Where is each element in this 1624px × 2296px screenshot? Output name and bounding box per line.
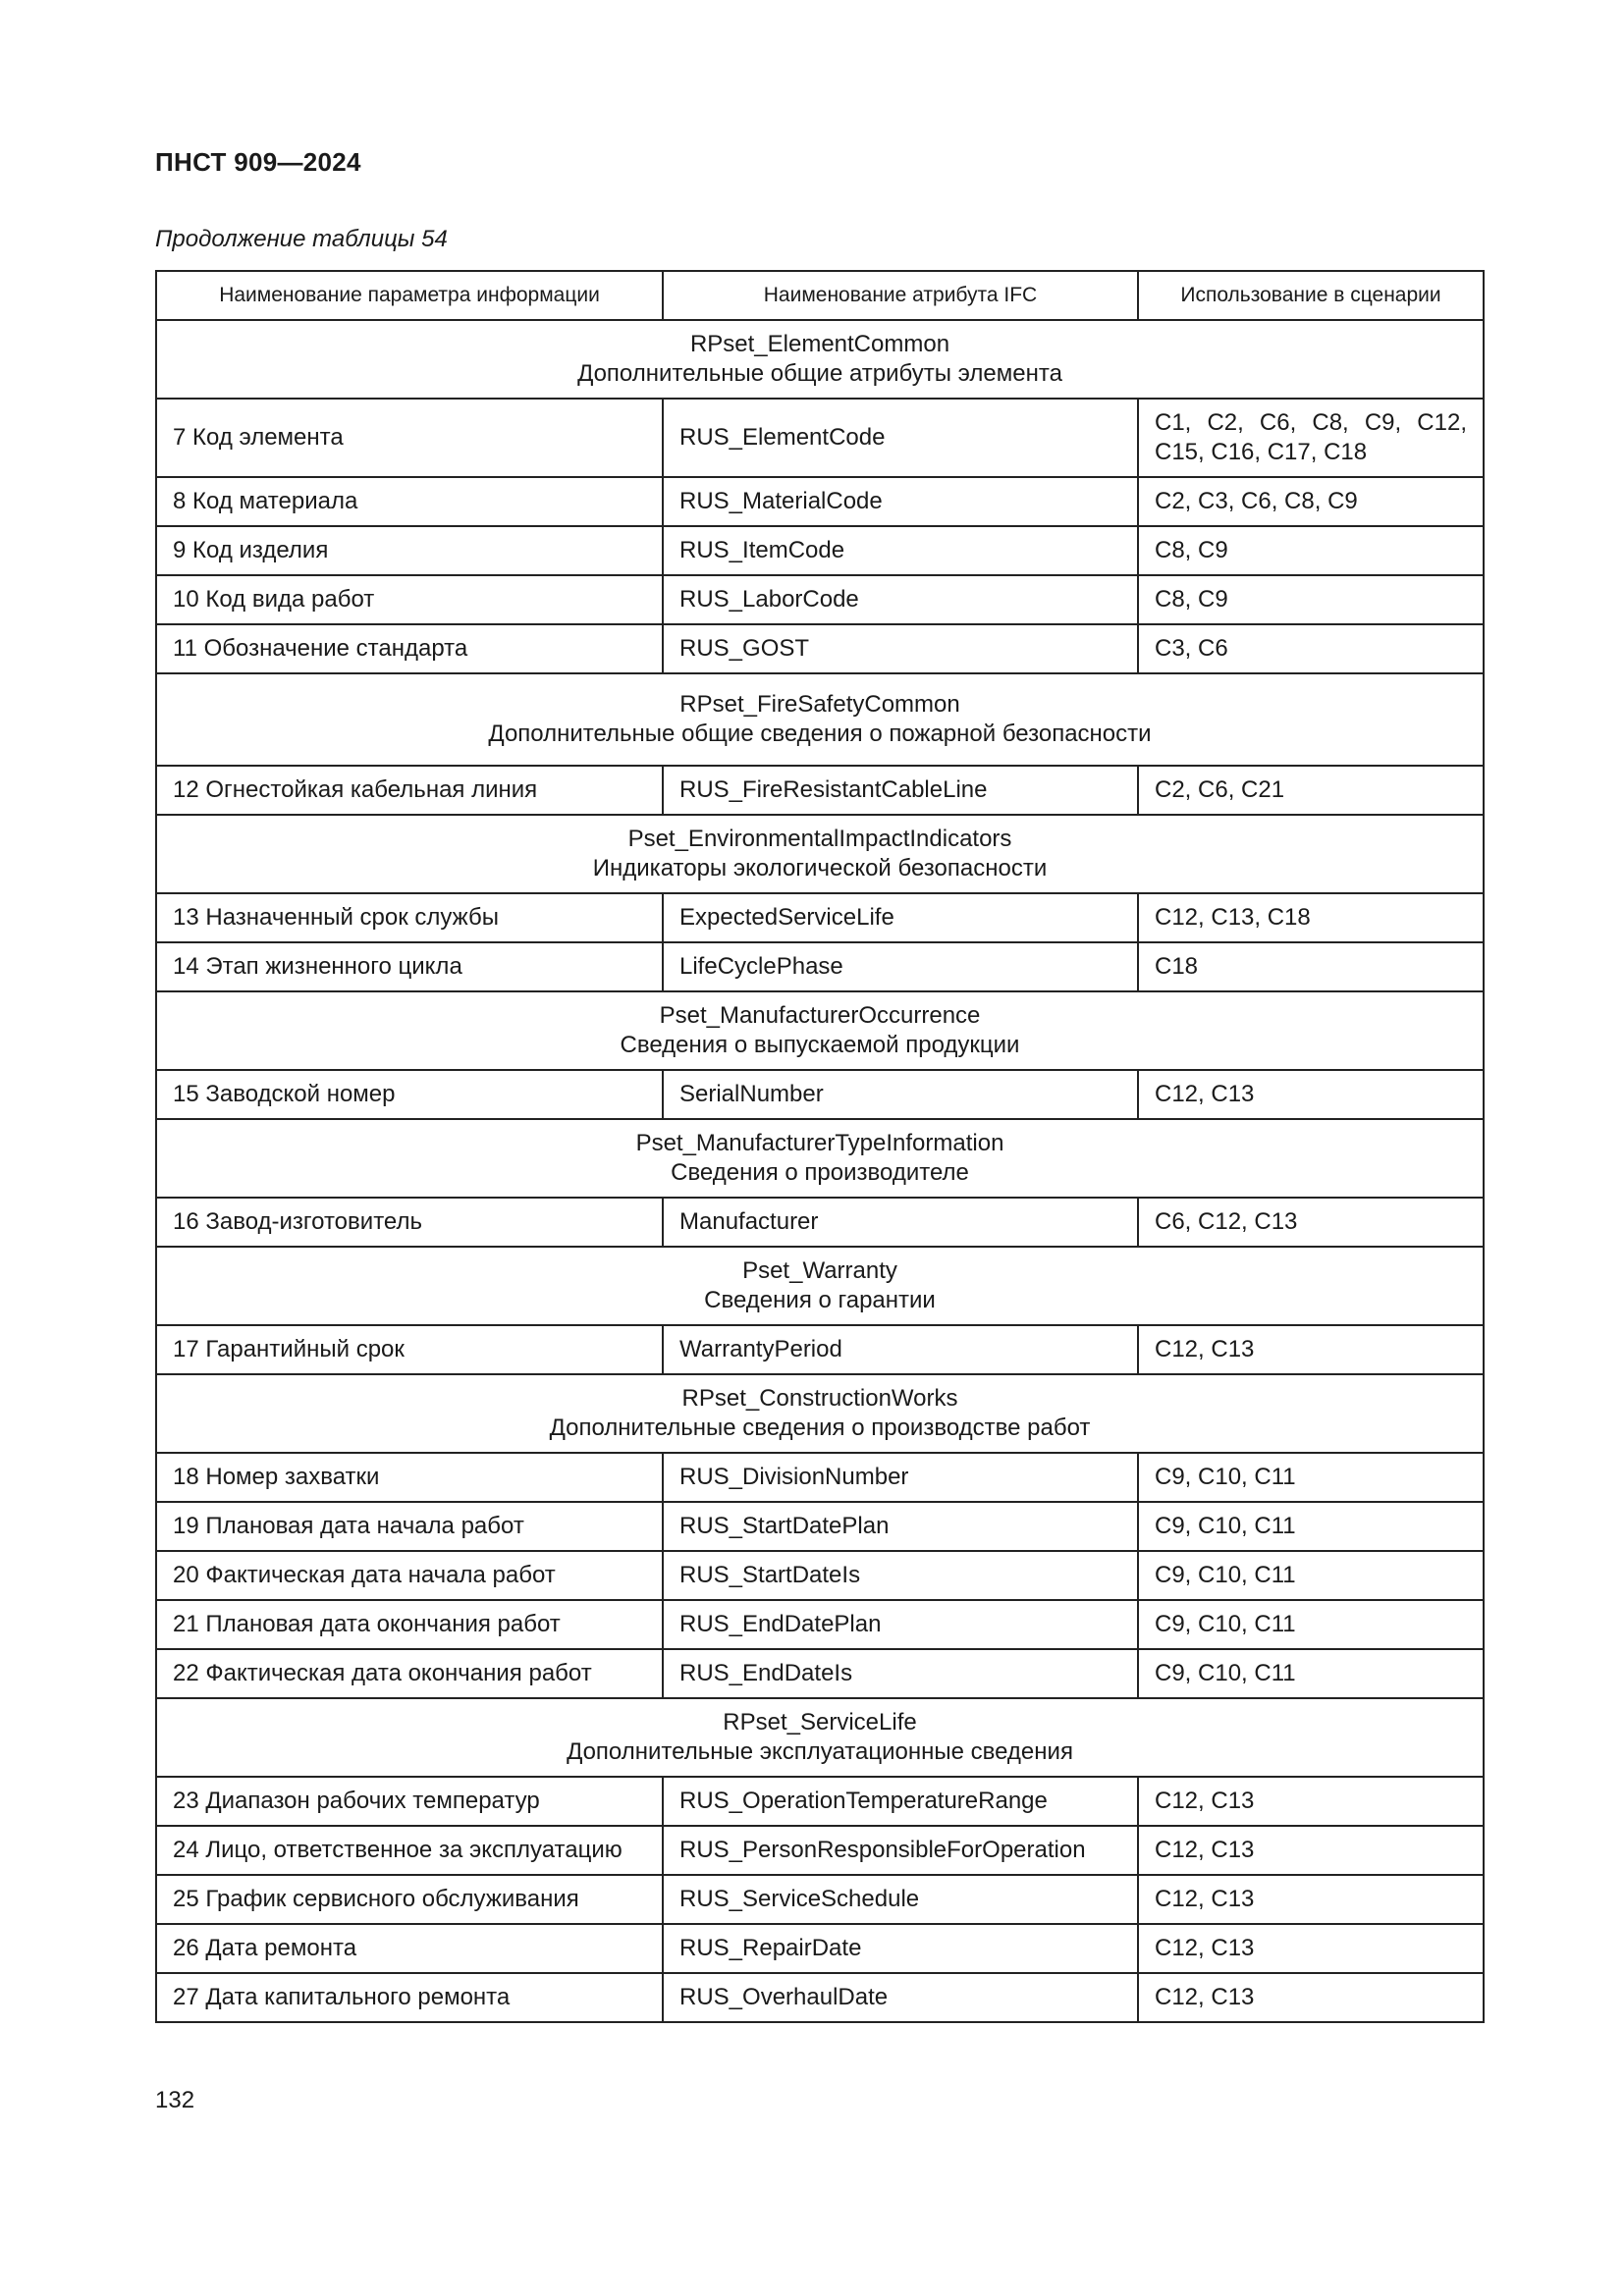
- ifc-attribute-cell: RUS_StartDateIs: [663, 1551, 1138, 1600]
- table-row: [156, 1070, 1484, 1119]
- table-row: [156, 526, 1484, 575]
- parameter-name-cell: 18 Номер захватки: [156, 1453, 663, 1502]
- ifc-attribute-cell: RUS_StartDatePlan: [663, 1502, 1138, 1551]
- scenario-usage-cell: С9, С10, С11: [1138, 1502, 1484, 1551]
- scenario-usage-cell: С12, С13: [1138, 1826, 1484, 1875]
- ifc-attribute-cell: RUS_OperationTemperatureRange: [663, 1777, 1138, 1826]
- table-row: [156, 575, 1484, 624]
- document-code-header: ПНСТ 909—2024: [155, 147, 361, 177]
- ifc-attribute-cell: Manufacturer: [663, 1198, 1138, 1247]
- group-description: Сведения о гарантии: [704, 1287, 936, 1313]
- ifc-attribute-cell: RUS_OverhaulDate: [663, 1973, 1138, 2022]
- group-description: Сведения о производителе: [671, 1159, 969, 1186]
- ifc-attribute-cell: RUS_EndDatePlan: [663, 1600, 1138, 1649]
- parameter-name-cell: 21 Плановая дата окончания работ: [156, 1600, 663, 1649]
- scenario-usage-cell: С3, С6: [1138, 624, 1484, 673]
- table-row: [156, 1826, 1484, 1875]
- column-header-parameter: Наименование параметра информации: [156, 271, 663, 320]
- scenario-usage-cell: С18: [1138, 942, 1484, 991]
- parameter-name-cell: 23 Диапазон рабочих температур: [156, 1777, 663, 1826]
- group-description: Сведения о выпускаемой продукции: [620, 1032, 1020, 1058]
- ifc-attribute-cell: RUS_MaterialCode: [663, 477, 1138, 526]
- parameter-name-cell: 11 Обозначение стандарта: [156, 624, 663, 673]
- group-header-row: [156, 991, 1484, 1070]
- group-header-cell: [156, 815, 1484, 893]
- parameter-name-cell: 25 График сервисного обслуживания: [156, 1875, 663, 1924]
- ifc-attribute-cell: RUS_RepairDate: [663, 1924, 1138, 1973]
- scenario-usage-cell: С2, С6, С21: [1138, 766, 1484, 815]
- group-description: Дополнительные сведения о производстве работ: [549, 1415, 1091, 1441]
- ifc-attribute-cell: RUS_FireResistantCableLine: [663, 766, 1138, 815]
- table-row: [156, 942, 1484, 991]
- group-header-cell: [156, 1119, 1484, 1198]
- table-row: [156, 1551, 1484, 1600]
- scenario-usage-cell: С8, С9: [1138, 526, 1484, 575]
- table-row: [156, 893, 1484, 942]
- parameter-name-cell: 22 Фактическая дата окончания работ: [156, 1649, 663, 1698]
- group-description: Дополнительные общие сведения о пожарной безопасности: [488, 721, 1152, 747]
- group-header-row: [156, 673, 1484, 766]
- scenario-usage-cell: С12, С13: [1138, 1875, 1484, 1924]
- group-pset-name: Pset_Warranty: [742, 1257, 897, 1284]
- parameter-name-cell: 13 Назначенный срок службы: [156, 893, 663, 942]
- table-row: [156, 399, 1484, 477]
- parameter-name-cell: 8 Код материала: [156, 477, 663, 526]
- table-row: [156, 766, 1484, 815]
- group-header-cell: [156, 673, 1484, 766]
- ifc-attribute-cell: RUS_EndDateIs: [663, 1649, 1138, 1698]
- ifc-attribute-cell: SerialNumber: [663, 1070, 1138, 1119]
- group-pset-name: Pset_EnvironmentalImpactIndicators: [627, 826, 1012, 852]
- table-row: [156, 1777, 1484, 1826]
- group-header-row: [156, 815, 1484, 893]
- scenario-usage-cell: С12, С13: [1138, 1973, 1484, 2022]
- ifc-attribute-cell: RUS_LaborCode: [663, 575, 1138, 624]
- group-pset-name: RPset_ElementCommon: [689, 331, 950, 357]
- group-pset-name: RPset_ConstructionWorks: [681, 1385, 958, 1412]
- ifc-attribute-cell: RUS_ServiceSchedule: [663, 1875, 1138, 1924]
- ifc-attribute-cell: ExpectedServiceLife: [663, 893, 1138, 942]
- table-body: [156, 320, 1484, 2022]
- table-row: [156, 1924, 1484, 1973]
- table-header-row: [156, 271, 1484, 320]
- table-row: [156, 1325, 1484, 1374]
- table-row: [156, 1600, 1484, 1649]
- group-header-cell: [156, 1374, 1484, 1453]
- group-header-row: [156, 320, 1484, 399]
- parameter-name-cell: 27 Дата капитального ремонта: [156, 1973, 663, 2022]
- group-header-row: [156, 1698, 1484, 1777]
- group-header-row: [156, 1247, 1484, 1325]
- group-pset-name: Pset_ManufacturerTypeInformation: [635, 1130, 1004, 1156]
- group-pset-name: Pset_ManufacturerOccurrence: [659, 1002, 981, 1029]
- page-number: 132: [155, 2087, 195, 2113]
- table-row: [156, 1973, 1484, 2022]
- table-row: [156, 1453, 1484, 1502]
- scenario-usage-cell: С2, С3, С6, С8, С9: [1138, 477, 1484, 526]
- parameter-name-cell: 16 Завод-изготовитель: [156, 1198, 663, 1247]
- table-row: [156, 1198, 1484, 1247]
- scenario-usage-cell: С9, С10, С11: [1138, 1453, 1484, 1502]
- ifc-attribute-cell: RUS_GOST: [663, 624, 1138, 673]
- parameter-name-cell: 12 Огнестойкая кабельная линия: [156, 766, 663, 815]
- group-description: Дополнительные общие атрибуты элемента: [577, 360, 1062, 387]
- group-pset-name: RPset_FireSafetyCommon: [679, 691, 960, 718]
- parameter-name-cell: 26 Дата ремонта: [156, 1924, 663, 1973]
- group-header-cell: [156, 991, 1484, 1070]
- group-header-row: [156, 1119, 1484, 1198]
- ifc-attribute-cell: RUS_ItemCode: [663, 526, 1138, 575]
- ifc-attribute-table: [155, 270, 1485, 2023]
- parameter-name-cell: 24 Лицо, ответственное за эксплуатацию: [156, 1826, 663, 1875]
- column-header-ifc-attribute: Наименование атрибута IFC: [663, 271, 1138, 320]
- group-description: Дополнительные эксплуатационные сведения: [567, 1738, 1073, 1765]
- scenario-usage-cell: С9, С10, С11: [1138, 1649, 1484, 1698]
- scenario-usage-cell: С6, С12, С13: [1138, 1198, 1484, 1247]
- table-row: [156, 1649, 1484, 1698]
- group-header-row: [156, 1374, 1484, 1453]
- table-row: [156, 477, 1484, 526]
- parameter-name-cell: 15 Заводской номер: [156, 1070, 663, 1119]
- parameter-name-cell: 17 Гарантийный срок: [156, 1325, 663, 1374]
- ifc-attribute-cell: LifeCyclePhase: [663, 942, 1138, 991]
- scenario-usage-cell: С9, С10, С11: [1138, 1551, 1484, 1600]
- parameter-name-cell: 20 Фактическая дата начала работ: [156, 1551, 663, 1600]
- scenario-usage-cell: С8, С9: [1138, 575, 1484, 624]
- parameter-name-cell: 7 Код элемента: [156, 399, 663, 477]
- table-row: [156, 1875, 1484, 1924]
- scenario-usage-cell: С12, С13: [1138, 1325, 1484, 1374]
- parameter-name-cell: 9 Код изделия: [156, 526, 663, 575]
- group-description: Индикаторы экологической безопасности: [592, 855, 1048, 881]
- scenario-usage-cell: С12, С13, С18: [1138, 893, 1484, 942]
- group-pset-name: RPset_ServiceLife: [723, 1709, 917, 1735]
- table-caption: Продолжение таблицы 54: [155, 226, 448, 252]
- ifc-attribute-cell: RUS_DivisionNumber: [663, 1453, 1138, 1502]
- group-header-cell: [156, 1247, 1484, 1325]
- scenario-usage-cell: С1, С2, С6, С8, С9, С12, С15, С16, С17, С18: [1138, 399, 1484, 477]
- scenario-usage-cell: С12, С13: [1138, 1070, 1484, 1119]
- scenario-usage-cell: С12, С13: [1138, 1924, 1484, 1973]
- table-row: [156, 624, 1484, 673]
- parameter-name-cell: 10 Код вида работ: [156, 575, 663, 624]
- group-header-cell: [156, 1698, 1484, 1777]
- parameter-name-cell: 19 Плановая дата начала работ: [156, 1502, 663, 1551]
- scenario-usage-cell: С9, С10, С11: [1138, 1600, 1484, 1649]
- table-row: [156, 1502, 1484, 1551]
- ifc-attribute-cell: RUS_ElementCode: [663, 399, 1138, 477]
- ifc-attribute-cell: RUS_PersonResponsibleForOperation: [663, 1826, 1138, 1875]
- group-header-cell: [156, 320, 1484, 399]
- parameter-name-cell: 14 Этап жизненного цикла: [156, 942, 663, 991]
- ifc-attribute-cell: WarrantyPeriod: [663, 1325, 1138, 1374]
- scenario-usage-cell: С12, С13: [1138, 1777, 1484, 1826]
- column-header-scenario-usage: Использование в сценарии: [1138, 271, 1484, 320]
